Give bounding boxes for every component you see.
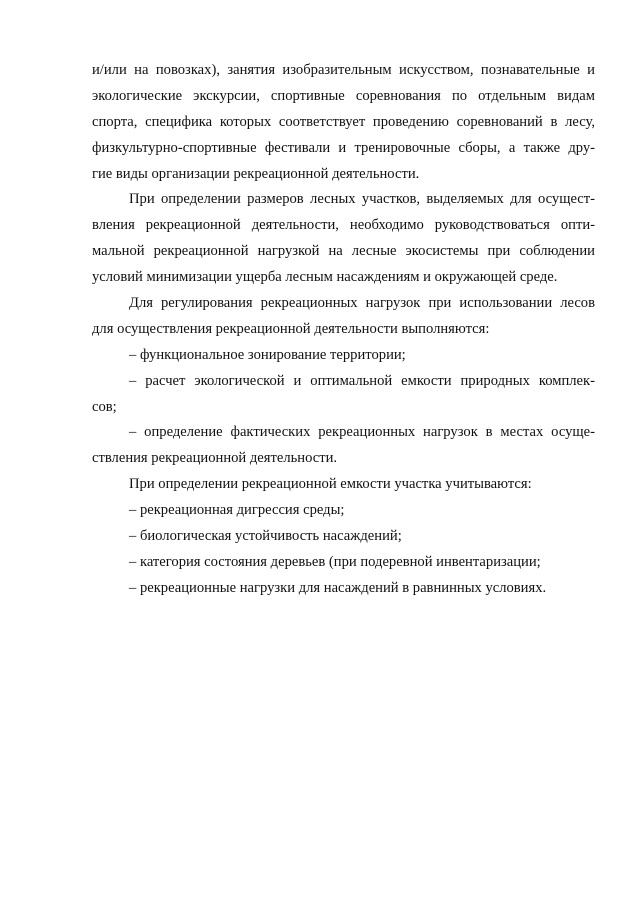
paragraph: [92, 472, 595, 498]
text-line: мальной рекреационной нагрузкой на лесные экосистемы при соблюдении: [92, 243, 595, 260]
text-line: – определение фактических рекреационных нагрузок в местах осуще-: [129, 424, 595, 441]
text-line: вления рекреационной деятельности, необходимо руководствоваться опти-: [92, 217, 595, 234]
text-line: экологические экскурсии, спортивные соревнования по отдельным видам: [92, 87, 595, 104]
document-body: [92, 58, 595, 602]
text-line: – функциональное зонирование территории;: [129, 346, 406, 363]
paragraph: [92, 58, 595, 187]
text-line: ствления рекреационной деятельности.: [92, 450, 338, 467]
text-line: и/или на повозках), занятия изобразительным искусством, познавательные и: [92, 62, 595, 78]
text-line: гие виды организации рекреационной деятельности.: [92, 165, 420, 182]
text-line: сов;: [92, 398, 117, 415]
text-line: для осуществления рекреационной деятельности выполняются:: [92, 320, 490, 337]
text-line: – рекреационная дигрессия среды;: [129, 502, 345, 519]
paragraph: [92, 187, 595, 291]
paragraph: [92, 576, 595, 602]
paragraph: [92, 498, 595, 524]
text-line: спорта, специфика которых соответствует проведению соревнований в лесу,: [92, 113, 595, 130]
paragraph: [92, 420, 595, 472]
text-line: физкультурно-спортивные фестивали и тренировочные сборы, а также дру-: [92, 139, 595, 156]
paragraph: [92, 291, 595, 343]
paragraph: [92, 369, 595, 421]
text-line: условий минимизации ущерба лесным насаждениям и окружающей среде.: [92, 269, 558, 286]
text-line: При определении размеров лесных участков, выделяемых для осущест-: [129, 191, 595, 208]
text-line: Для регулирования рекреационных нагрузок при использовании лесов: [129, 295, 595, 312]
text-line: – биологическая устойчивость насаждений;: [129, 528, 402, 545]
paragraph: [92, 550, 595, 576]
text-line: – расчет экологической и оптимальной емкости природных комплек-: [129, 372, 595, 389]
paragraph: [92, 343, 595, 369]
text-line: При определении рекреационной емкости участка учитываются:: [129, 476, 532, 493]
text-line: – рекреационные нагрузки для насаждений в равнинных условиях.: [129, 579, 547, 596]
text-line: – категория состояния деревьев (при подеревной инвентаризации;: [129, 553, 541, 570]
paragraph: [92, 524, 595, 550]
